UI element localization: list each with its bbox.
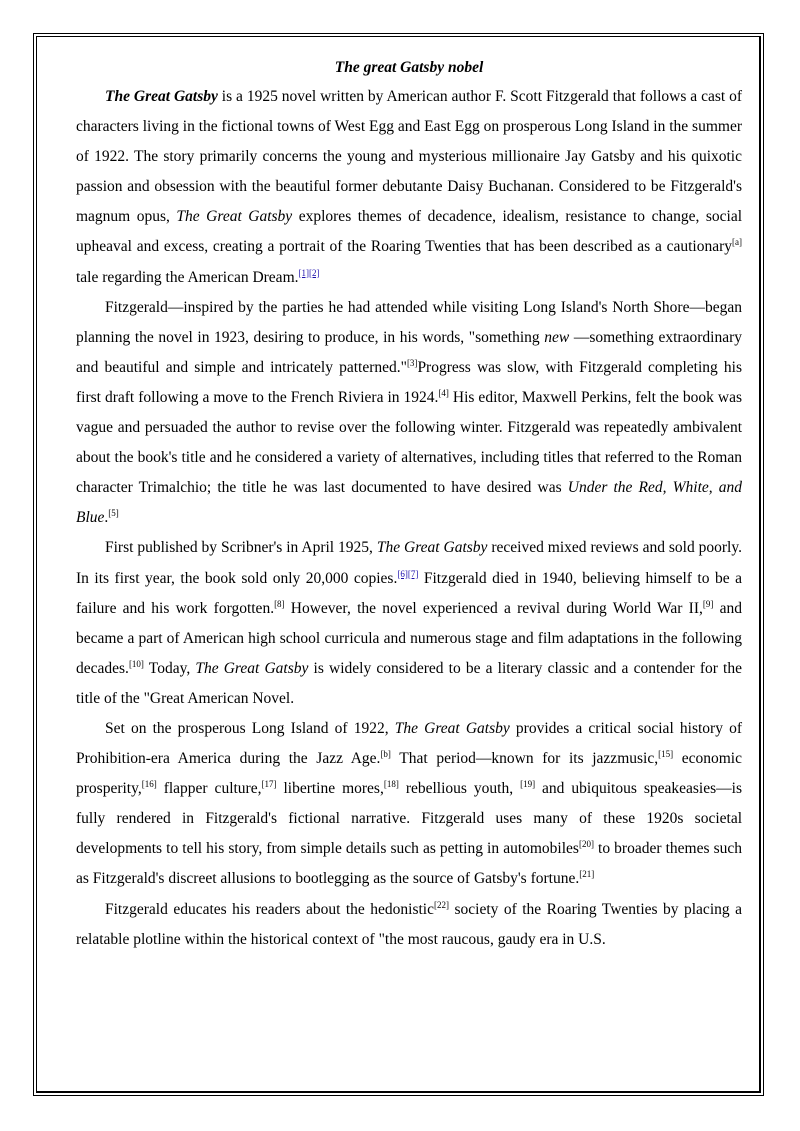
footnote-marker: [10] <box>128 658 144 669</box>
book-title: The Great Gatsby <box>105 88 218 105</box>
footnote-marker: [9] <box>702 598 714 609</box>
citation-link[interactable]: [1] <box>298 267 309 278</box>
paragraph-3 <box>76 533 742 714</box>
citation-link[interactable]: [7] <box>407 568 419 579</box>
paragraph-4 <box>76 714 742 895</box>
text: However, the novel experienced a revival during World War II, <box>284 599 703 617</box>
document-title: The great Gatsby nobel <box>334 59 484 76</box>
document-body <box>76 55 742 955</box>
footnote-marker: [3] <box>406 357 418 368</box>
footnote-marker: [a] <box>732 237 742 248</box>
footnote-marker: [8] <box>274 598 285 609</box>
book-title: The Great Gatsby <box>176 208 293 226</box>
text: —something extraordinary and beautiful and simple and intricately patterned." <box>76 328 742 376</box>
text: flapper culture, <box>156 780 262 798</box>
text: society of the Roaring Twenties by placing a relatable plotline within the historical context of "the most raucous, gaudy era in U.S. <box>76 900 742 948</box>
book-title: The Great Gatsby <box>394 719 510 737</box>
text: and ubiquitous speakeasies—is fully rendered in Fitzgerald's fictional narrative. Fitzgerald uses many of these 1920s societal developments to tell his story, from simple details such as petting in automobiles <box>76 780 742 858</box>
citation-link[interactable]: [6] <box>397 568 408 579</box>
text: . <box>104 509 109 527</box>
footnote-marker: [21] <box>579 869 595 880</box>
text: Fitzgerald died in 1940, believing himself to be a failure and his work forgotten. <box>76 569 742 617</box>
footnote-marker: [22] <box>434 899 449 910</box>
footnote-marker: [18] <box>383 779 399 790</box>
text: His editor, Maxwell Perkins, felt the book was vague and persuaded the author to revise over the following winter. Fitzgerald was repeatedly ambivalent about the book's title and he considered a variety of alternatives, including titles that referred to the Roman character Trimalchio; the title he was last documented to have desired was <box>76 388 743 497</box>
text: to broader themes such as Fitzgerald's discreet allusions to bootlegging as the source of Gatsby's fortune. <box>76 840 742 888</box>
footnote-marker: [20] <box>578 839 594 850</box>
book-title: The Great Gatsby <box>376 539 488 557</box>
text: provides a critical social history of Prohibition-era America during the Jazz Age. <box>76 719 742 768</box>
text: Progress was slow, with Fitzgerald completing his first draft following a move to the French Riviera in 1924. <box>76 358 742 406</box>
text: Today, <box>143 659 196 677</box>
text: is a 1925 novel written by American author F. Scott Fitzgerald that follows a cast of characters living in the fictional towns of West Egg and East Egg on prosperous Long Island in the summer of 1922. The story primarily concerns the young and mysterious millionaire Jay Gatsby and his quixotic passion and obsession with the beautiful former debutante Daisy Buchanan. Considered to be Fitzgerald's magnum opus, <box>76 88 742 226</box>
footnote-marker: [5] <box>108 508 119 519</box>
book-title: The Great Gatsby <box>195 659 309 677</box>
footnote-marker: [15] <box>658 749 674 760</box>
text: received mixed reviews and sold poorly. In its first year, the book sold only 20,000 copies. <box>76 539 742 587</box>
footnote-marker: [4] <box>438 387 449 398</box>
emphasis: new <box>544 328 570 346</box>
text: and became a part of American high school curricula and numerous stage and film adaptations in the following decades. <box>76 599 742 677</box>
text: Fitzgerald—inspired by the parties he had attended while visiting Long Island's North Shore—began planning the novel in 1923, desiring to produce, in his words, "something <box>76 298 742 346</box>
paragraph-5 <box>76 895 742 955</box>
text: libertine mores, <box>276 780 384 798</box>
paragraph-1 <box>76 82 742 293</box>
text: Set on the prosperous Long Island of 1922, <box>105 719 395 737</box>
footnote-marker: [17] <box>261 779 277 790</box>
text: tale regarding the American Dream. <box>76 268 299 286</box>
text: rebellious youth, <box>398 780 521 798</box>
footnote-marker: [b] <box>380 749 391 760</box>
text: is widely considered to be a literary classic and a contender for the title of the "Great American Novel. <box>76 659 742 707</box>
book-title: Under the Red, White, and Blue <box>76 479 743 527</box>
footnote-marker: [16] <box>141 779 157 790</box>
citation-link[interactable]: [2] <box>309 267 320 278</box>
paragraph-2 <box>76 293 742 534</box>
text: That period—known for its jazzmusic, <box>390 750 659 768</box>
text: explores themes of decadence, idealism, resistance to change, social upheaval and excess, creating a portrait of the Roaring Twenties that has been described as a cautionary <box>76 208 743 256</box>
text: First published by Scribner's in April 1925, <box>105 539 377 557</box>
footnote-marker: [19] <box>520 779 536 790</box>
text: Fitzgerald educates his readers about the hedonistic <box>105 900 434 918</box>
text: economic prosperity, <box>76 750 742 798</box>
